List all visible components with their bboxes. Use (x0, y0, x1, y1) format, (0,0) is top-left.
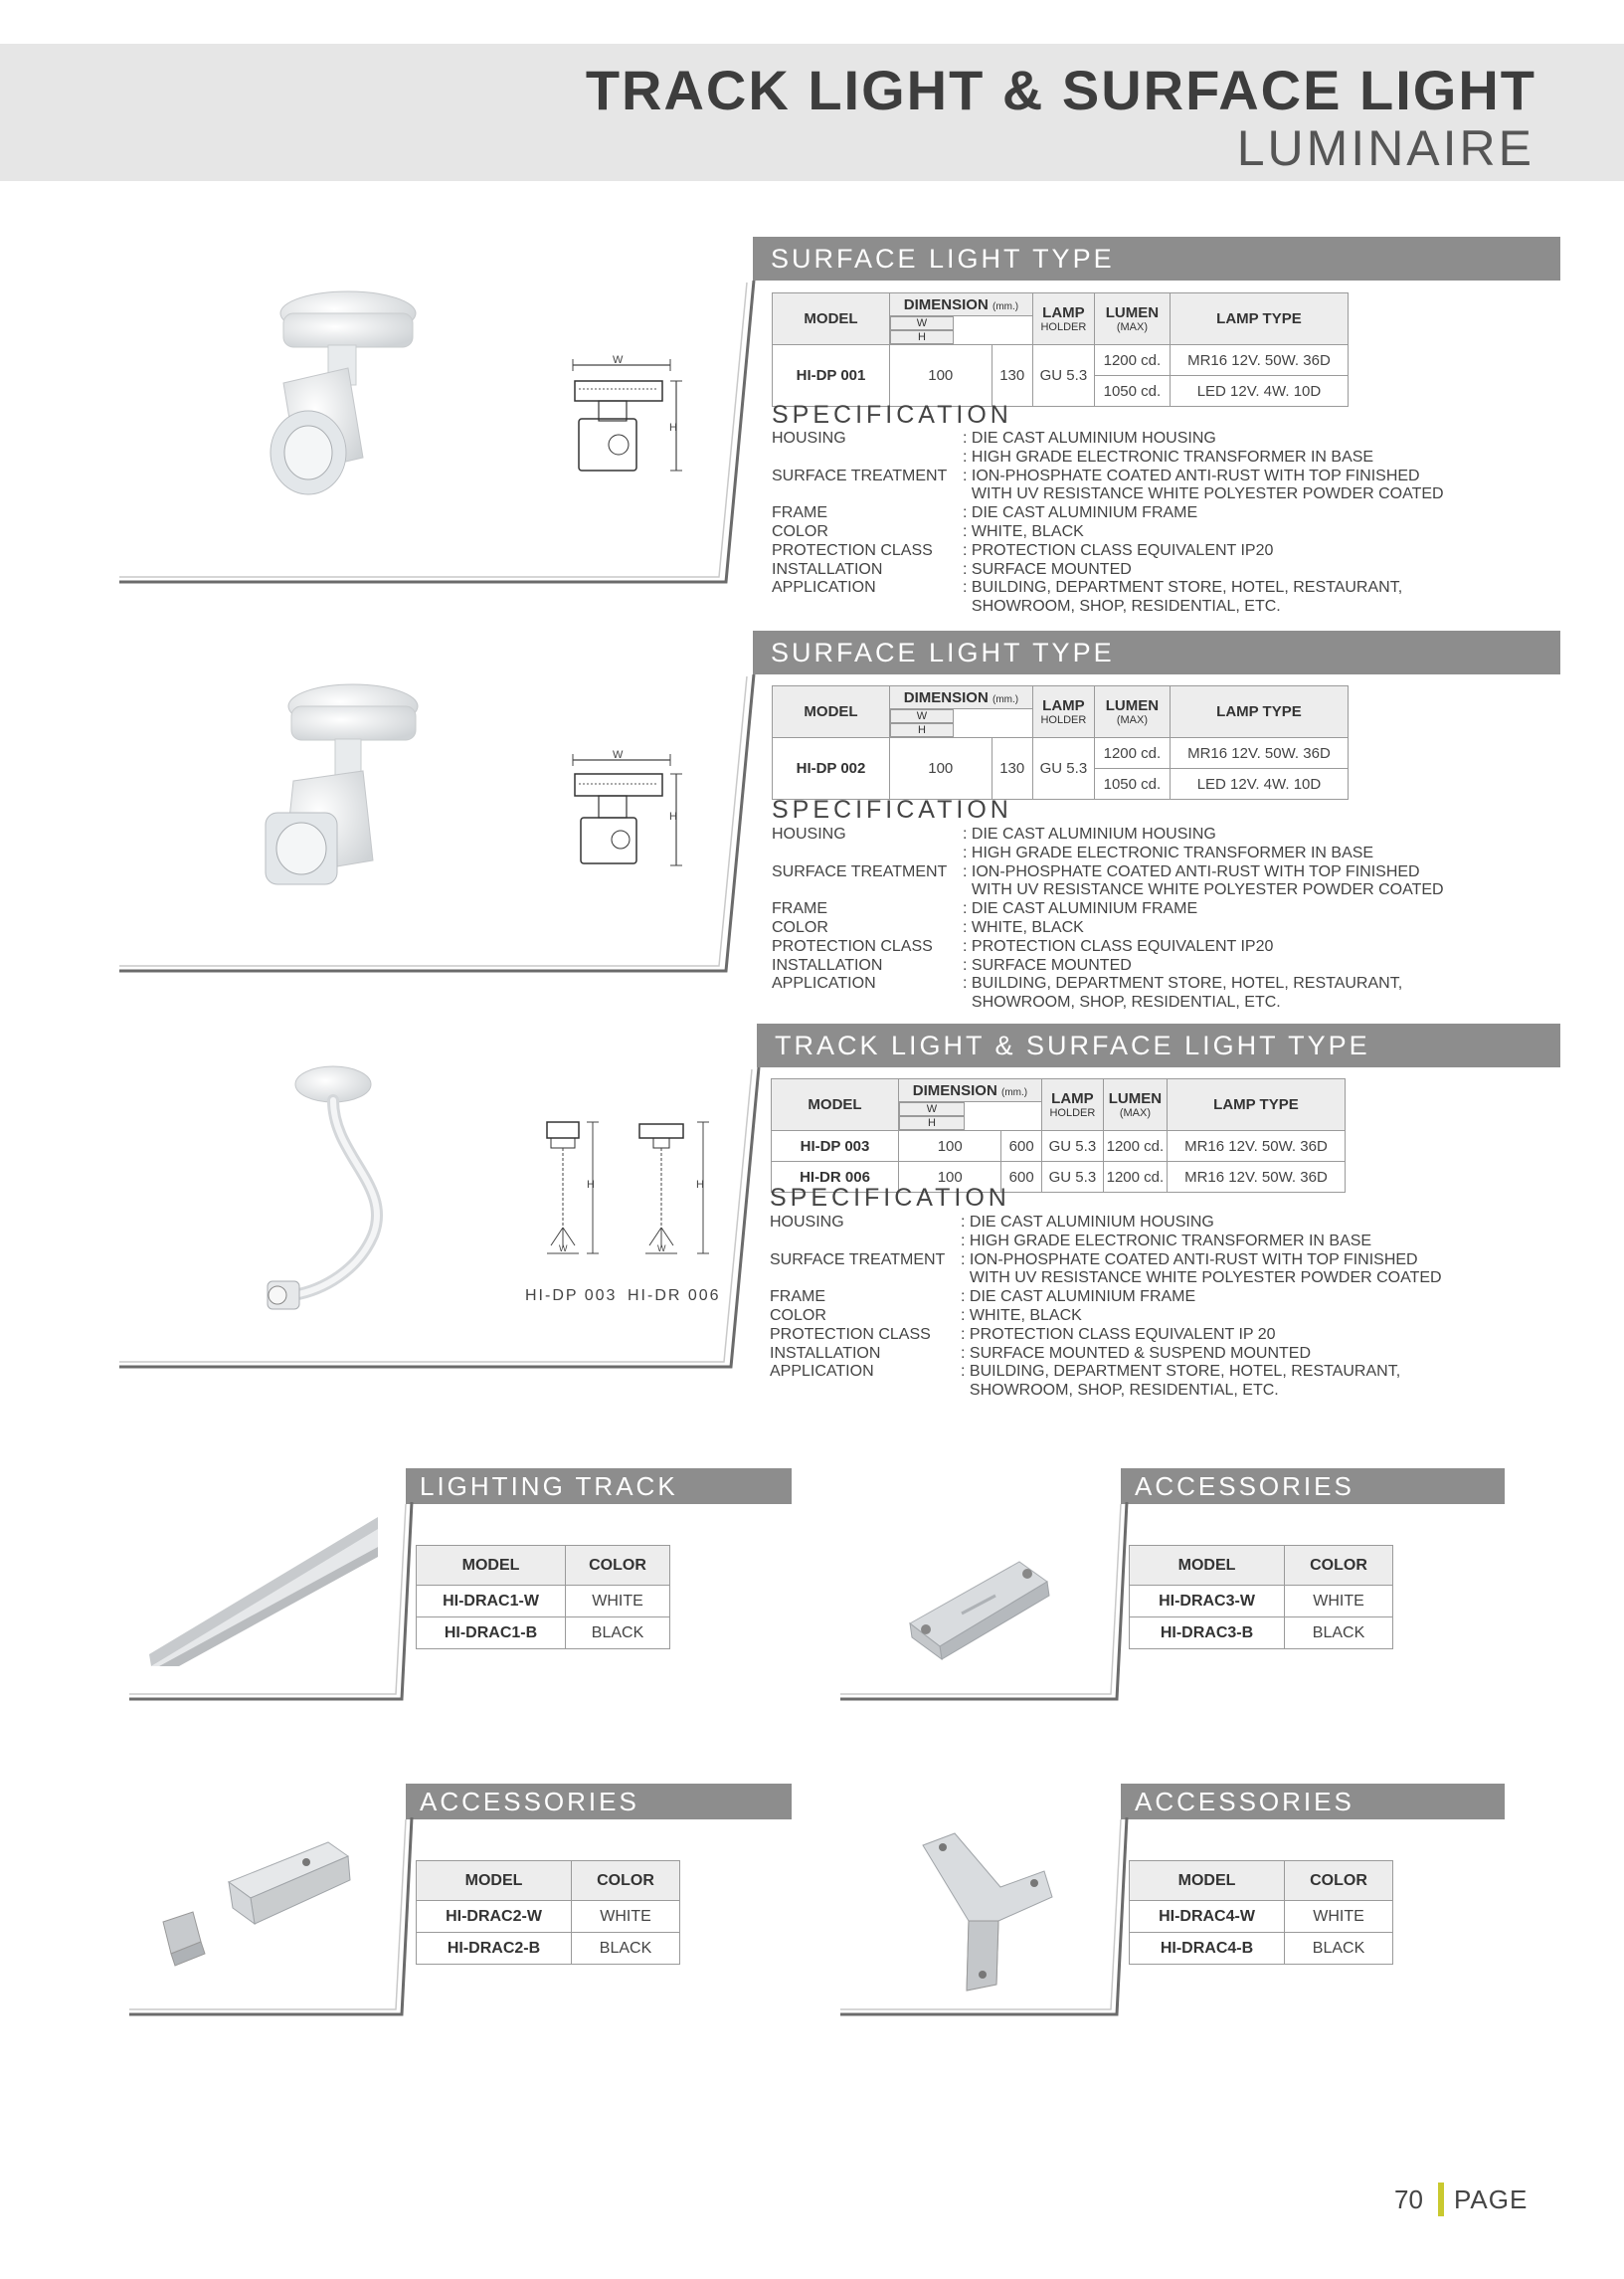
dim-w-label: W (559, 1243, 568, 1253)
col-lamp-type: LAMP TYPE (1170, 686, 1348, 738)
table-row: HI-DRAC3-B BLACK (1130, 1617, 1393, 1649)
section3-title-bar (757, 1024, 1560, 1067)
section1-title-bar (753, 237, 1560, 281)
table-cell-model: HI-DP 002 (773, 738, 890, 800)
product-photo-hi-drac3 (900, 1552, 1059, 1661)
table-row: HI-DRAC1-B BLACK (417, 1617, 670, 1649)
dim-w-label: W (657, 1243, 666, 1253)
dim-h-label: H (669, 422, 677, 434)
table-row: HI-DRAC4-B BLACK (1130, 1933, 1393, 1965)
section2-title-bar (753, 631, 1560, 674)
product-photo-hi-drac4 (915, 1825, 1054, 1994)
product-photo-hi-dp-003 (254, 1056, 413, 1317)
acc2-table: MODEL COLOR HI-DRAC2-W WHITE HI-DRAC2-B BLACK (416, 1860, 680, 1965)
table-cell-model: HI-DP 001 (773, 345, 890, 407)
col-model: MODEL (772, 1079, 899, 1131)
section2-spec-table: MODEL DIMENSION (mm.) LAMP HOLDER LUMEN (MAX) LAMP TYPE W H HI-DP 002 100 130 GU 5.3 1200 cd. MR16 12V. 50W. 36D 1050 cd. LED 12V. 4W. 10D (772, 685, 1349, 800)
col-lamp-type: LAMP TYPE (1167, 1079, 1345, 1131)
page-number: 70 (1394, 2184, 1423, 2214)
page-label: PAGE (1454, 2184, 1529, 2214)
dimension-drawing-hi-dp-002 (567, 748, 684, 875)
acc1-title-bar (1121, 1468, 1505, 1504)
page-number-separator (1438, 2183, 1444, 2216)
section2-title: SURFACE LIGHT TYPE (771, 638, 1115, 667)
product-photo-hi-drac1 (149, 1517, 378, 1666)
col-model: MODEL (773, 686, 890, 738)
product-photo-hi-drac2 (159, 1830, 358, 1970)
section1-title: SURFACE LIGHT TYPE (771, 244, 1115, 274)
track-title: LIGHTING TRACK (420, 1471, 678, 1501)
product-photo-hi-dp-001 (254, 274, 428, 522)
page-title: TRACK LIGHT & SURFACE LIGHT (585, 59, 1536, 121)
section3-spec-table: MODEL DIMENSION (mm.) LAMP HOLDER LUMEN (MAX) LAMP TYPE W H HI-DP 003 100 600 GU 5.3 1200 cd. MR16 12V. 50W. 36D HI-DR 006 100 600 GU 5.3 1200 cd. MR16 12V. 50W. 36D (771, 1078, 1346, 1193)
acc1-table: MODEL COLOR HI-DRAC3-W WHITE HI-DRAC3-B BLACK (1129, 1545, 1393, 1649)
section3-title: TRACK LIGHT & SURFACE LIGHT TYPE (775, 1031, 1370, 1060)
table-row: HI-DRAC4-W WHITE (1130, 1901, 1393, 1933)
table-row: HI-DRAC1-W WHITE (417, 1586, 670, 1617)
acc3-table: MODEL COLOR HI-DRAC4-W WHITE HI-DRAC4-B BLACK (1129, 1860, 1393, 1965)
table-row: HI-DRAC2-W WHITE (417, 1901, 680, 1933)
section1-spec-heading: SPECIFICATION (772, 401, 1012, 429)
product-photo-hi-dp-002 (254, 671, 428, 920)
caption-hi-dp-003: HI-DP 003 (525, 1287, 618, 1304)
dim-h-label: H (669, 811, 677, 823)
dim-w-label: W (613, 749, 624, 761)
dimension-drawing-hi-dp-003 (527, 1116, 602, 1260)
acc2-title: ACCESSORIES (420, 1787, 639, 1816)
section2-spec-list: HOUSING : DIE CAST ALUMINIUM HOUSING : HIGH GRADE ELECTRONIC TRANSFORMER IN BASE SURFACE TREATMENT : ION-PHOSPHATE COATED ANTI-RUST WITH TOP FINISHED WITH UV RESISTANCE WHITE POLYESTER POWDER COATED FRAME : DIE CAST ALUMINIUM FRAME COLOR : WHITE, BLACK PROTECTION CLASS : PROTECTION CLASS EQUIVALENT IP20 INSTALLATION : SURFACE MOUNTED APPLICATION : BUILDING, DEPARTMENT STORE, HOTEL, RESTAURANT, SHOWROOM, SHOP, RESIDENTIAL, ETC. (772, 826, 1444, 1012)
table-row: HI-DP 003 100 600 GU 5.3 1200 cd. MR16 12V. 50W. 36D (772, 1131, 1346, 1162)
dim-h-label: H (696, 1179, 704, 1191)
dim-w-label: W (613, 354, 624, 366)
section1-spec-table: MODEL DIMENSION (mm.) LAMP HOLDER LUMEN (MAX) LAMP TYPE W H HI-DP 001 100 130 GU 5.3 1200 cd. MR16 12V. 50W. 36D 1050 cd. LED 12V. 4W. 10D (772, 292, 1349, 407)
section3-spec-list: HOUSING : DIE CAST ALUMINIUM HOUSING : HIGH GRADE ELECTRONIC TRANSFORMER IN BASE SURFACE TREATMENT : ION-PHOSPHATE COATED ANTI-RUST WITH TOP FINISHED WITH UV RESISTANCE WHITE POLYESTER POWDER COATED FRAME : DIE CAST ALUMINIUM FRAME COLOR : WHITE, BLACK PROTECTION CLASS : PROTECTION CLASS EQUIVALENT IP 20 INSTALLATION : SURFACE MOUNTED & SUSPEND MOUNTED APPLICATION : BUILDING, DEPARTMENT STORE, HOTEL, RESTAURANT, SHOWROOM, SHOP, RESIDENTIAL, ETC. (770, 1214, 1442, 1400)
dimension-drawing-hi-dr-006 (633, 1116, 713, 1260)
caption-hi-dr-006: HI-DR 006 (628, 1287, 721, 1304)
track-title-bar (406, 1468, 792, 1504)
track-table: MODEL COLOR HI-DRAC1-W WHITE HI-DRAC1-B BLACK (416, 1545, 670, 1649)
table-row: HI-DRAC3-W WHITE (1130, 1586, 1393, 1617)
section3-spec-heading: SPECIFICATION (770, 1184, 1010, 1212)
section2-spec-heading: SPECIFICATION (772, 796, 1012, 824)
acc3-title: ACCESSORIES (1135, 1787, 1354, 1816)
acc3-title-bar (1121, 1784, 1505, 1819)
dim-h-label: H (587, 1179, 595, 1191)
section1-spec-list: HOUSING : DIE CAST ALUMINIUM HOUSING : HIGH GRADE ELECTRONIC TRANSFORMER IN BASE SURFACE TREATMENT : ION-PHOSPHATE COATED ANTI-RUST WITH TOP FINISHED WITH UV RESISTANCE WHITE POLYESTER POWDER COATED FRAME : DIE CAST ALUMINIUM FRAME COLOR : WHITE, BLACK PROTECTION CLASS : PROTECTION CLASS EQUIVALENT IP20 INSTALLATION : SURFACE MOUNTED APPLICATION : BUILDING, DEPARTMENT STORE, HOTEL, RESTAURANT, SHOWROOM, SHOP, RESIDENTIAL, ETC. (772, 430, 1444, 616)
table-row: HI-DR 006 100 600 GU 5.3 1200 cd. MR16 12V. 50W. 36D (772, 1162, 1346, 1193)
col-model: MODEL (773, 293, 890, 345)
page-subtitle: LUMINAIRE (1236, 120, 1534, 176)
col-lamp-type: LAMP TYPE (1170, 293, 1348, 345)
table-row: HI-DRAC2-B BLACK (417, 1933, 680, 1965)
dimension-drawing-hi-dp-001 (567, 353, 684, 480)
page-header (0, 44, 1624, 181)
acc1-title: ACCESSORIES (1135, 1471, 1354, 1501)
acc2-title-bar (406, 1784, 792, 1819)
